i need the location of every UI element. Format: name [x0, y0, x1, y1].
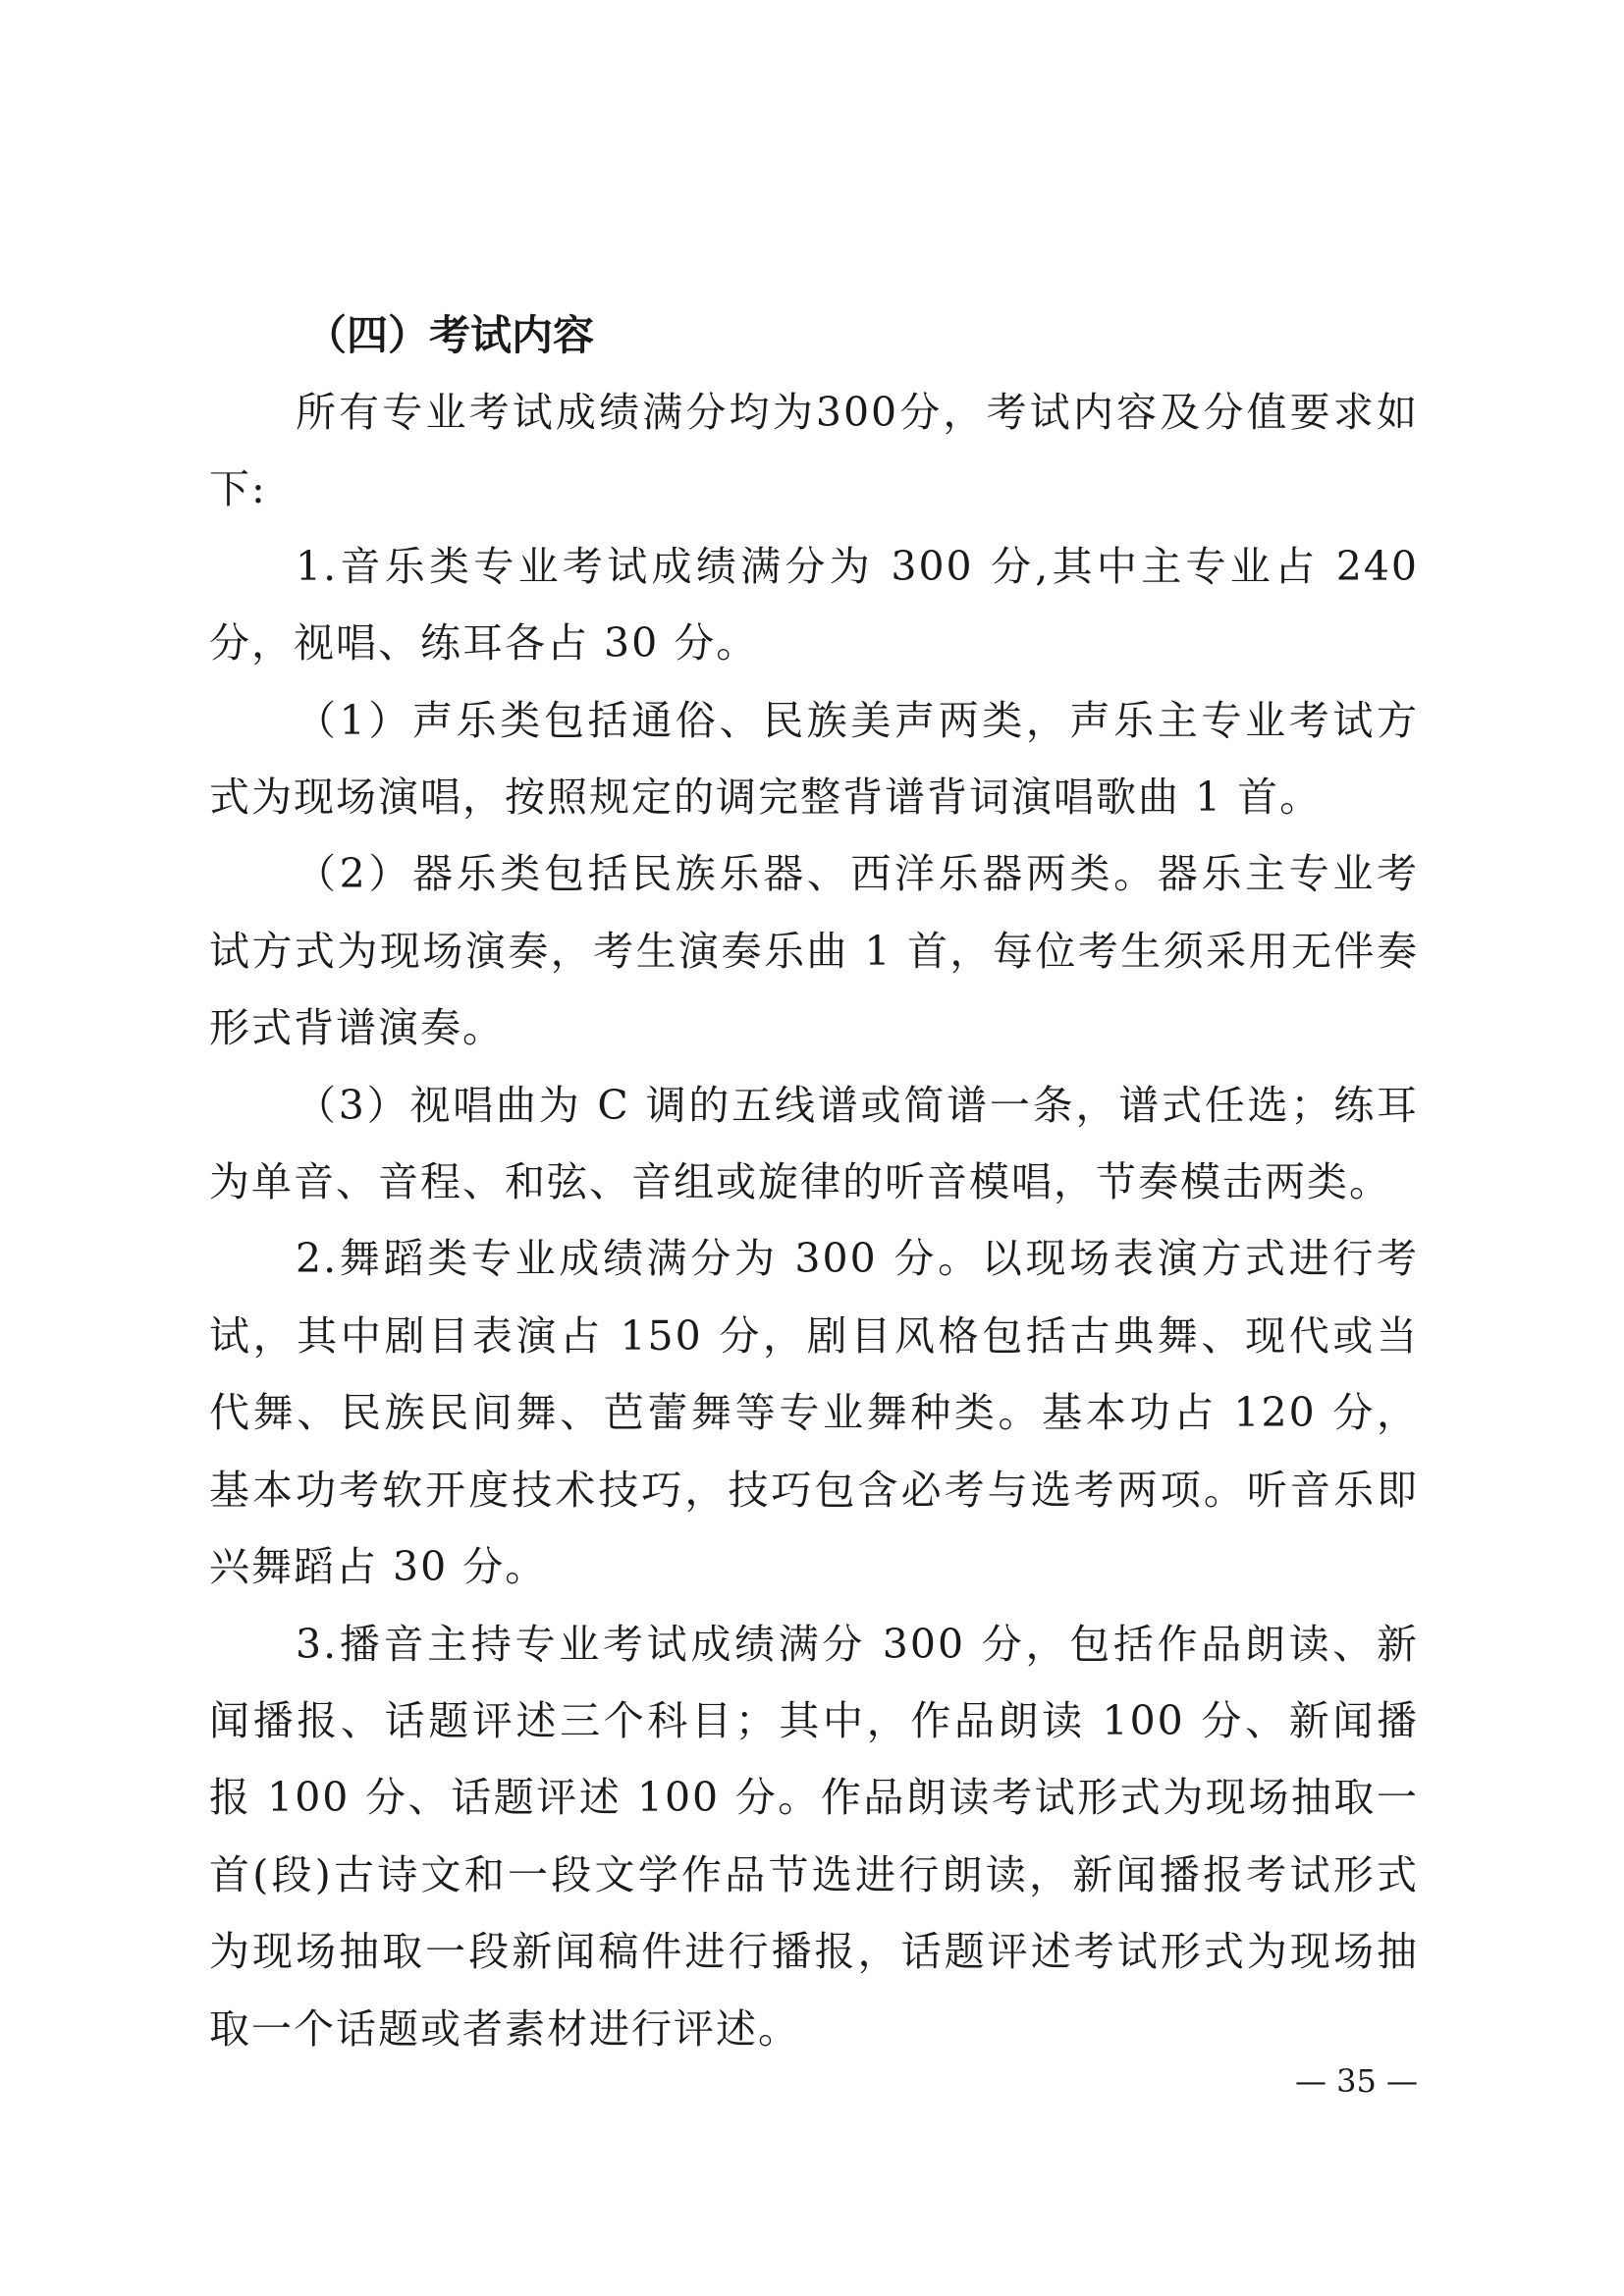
vocal-paragraph: （1）声乐类包括通俗、民族美声两类，声乐主专业考试方式为现场演唱，按照规定的调完整背谱背词演唱歌曲 1 首。 — [209, 696, 1419, 822]
broadcasting-paragraph: 3.播音主持专业考试成绩满分 300 分，包括作品朗读、新闻播报、话题评述三个科目；其中，作品朗读 100 分、新闻播报 100 分、话题评述 100 分。作品朗读考试形式为现场抽取一首(段)古诗文和一段文学作品节选进行朗读，新闻播报考试形式为现场抽取一段新闻稿件进行播报，话题评述考试形式为现场抽取一个话题或者素材进行评述。 — [209, 1620, 1419, 2053]
music-paragraph: 1.音乐类专业考试成绩满分为 300 分,其中主专业占 240 分，视唱、练耳各占 30 分。 — [209, 542, 1419, 667]
sight-singing-paragraph: （3）视唱曲为 C 调的五线谱或简谱一条，谱式任选；练耳为单音、音程、和弦、音组或旋律的听音模唱，节奏模击两类。 — [209, 1081, 1419, 1206]
dance-paragraph: 2.舞蹈类专业成绩满分为 300 分。以现场表演方式进行考试，其中剧目表演占 150 分，剧目风格包括古典舞、现代或当代舞、民族民间舞、芭蕾舞等专业舞种类。基本功占 120 分，基本功考软开度技术技巧，技巧包含必考与选考两项。听音乐即兴舞蹈占 30 分。 — [209, 1235, 1419, 1591]
instrumental-paragraph: （2）器乐类包括民族乐器、西洋乐器两类。器乐主专业考试方式为现场演奏，考生演奏乐曲 1 首，每位考生须采用无伴奏形式背谱演奏。 — [209, 850, 1419, 1052]
intro-paragraph: 所有专业考试成绩满分均为300分，考试内容及分值要求如下: — [209, 389, 1419, 513]
document-body — [209, 297, 1419, 2067]
page-number: — 35 — — [1294, 2062, 1418, 2100]
section-heading: （四）考试内容 — [305, 311, 595, 359]
